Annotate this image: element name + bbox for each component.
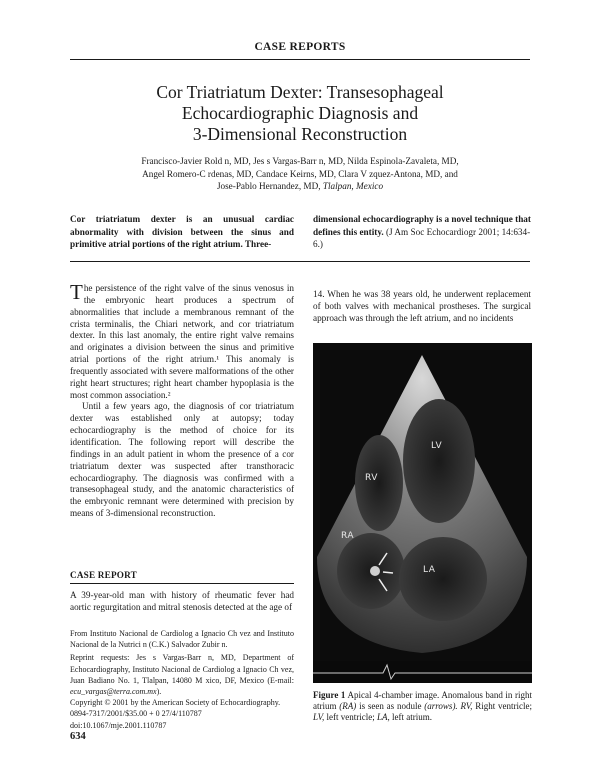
echocardiogram-figure <box>313 343 532 683</box>
ra-nodule <box>370 566 380 576</box>
label-ra: RA <box>341 531 355 541</box>
caption-text-3: Right ventricle; <box>472 701 532 711</box>
caption-text-5: left atrium. <box>389 712 433 722</box>
caption-text-4: left ventricle; <box>324 712 377 722</box>
drop-cap: T <box>70 280 83 304</box>
abstract-citation: (J Am Soc Echocardiogr 2001; 14:634-6.) <box>313 226 531 250</box>
la-cavity <box>399 537 487 621</box>
author-line-1: Francisco-Javier Rold n, MD, Jes s Vargas-Barr n, MD, Nilda Espinola-Zavaleta, MD, <box>141 156 459 166</box>
rv-cavity <box>355 435 403 531</box>
echocardiogram-image <box>313 343 532 683</box>
footnote-reprint <box>70 652 294 697</box>
intro-section <box>70 280 294 520</box>
intro-paragraph-1-text: he persistence of the right valve of the sinus venosus in the embryonic heart produces a spectrum of abnormalities that include a membranous remnant of the crista terminalis, the Chiari network, and cor triatriatum dexter. In this last anomaly, the entire right valve remains and originates a division between the sinus and primitive atrial portions of the right atrium.¹ This anomaly is frequently associated with severe malformations of the other right heart structures; right heart chamber hypoplasia is the most common association.² <box>70 283 294 400</box>
case-report-paragraph: A 39-year-old man with history of rheumatic fever had aortic regurgitation and mitral stenosis detected at the age of <box>70 590 294 612</box>
author-list <box>112 155 488 193</box>
footnotes <box>70 628 294 731</box>
caption-lv: LV, <box>313 712 325 722</box>
caption-text-1: Apical 4-chamber image. Anomalous band in right atrium <box>313 690 532 711</box>
footnote-reprint-end: ). <box>156 687 162 697</box>
intro-paragraph-1 <box>70 280 294 401</box>
figure-caption <box>313 690 532 723</box>
caption-arrows: (arrows). <box>424 701 458 711</box>
label-lv: LV <box>431 441 443 451</box>
author-line-3 <box>112 180 488 193</box>
title-line-1: Cor Triatriatum Dexter: Transesophageal <box>156 82 444 102</box>
caption-rv: RV, <box>457 701 473 711</box>
author-line-2: Angel Romero-C rdenas, MD, Candace Keirns, MD, Clara V zquez-Antona, MD, and <box>142 168 458 179</box>
label-la: LA <box>423 565 436 575</box>
label-rv: RV <box>365 473 378 483</box>
right-column-paragraph: 14. When he was 38 years old, he underwent replacement of both valves with mechanical prostheses. The surgical approach was through the left atrium, and no incidents <box>313 289 531 323</box>
caption-ra: (RA) <box>339 701 357 711</box>
case-report-heading: CASE REPORT <box>70 570 137 580</box>
title-line-3: 3-Dimensional Reconstruction <box>192 124 408 144</box>
abstract-right-text: dimensional echocardiography is a novel technique that defines this entity. <box>313 214 531 237</box>
footnote-email: ecu_vargas@terra.com.mx <box>70 687 157 697</box>
header-rule <box>70 59 530 60</box>
section-heading: CASE REPORTS <box>254 41 346 53</box>
abstract-right <box>313 213 531 251</box>
figure-caption-label: Figure 1 <box>313 690 346 700</box>
caption-la: LA, <box>377 712 390 722</box>
footnote-doi: doi:10.1067/mje.2001.110787 <box>70 720 167 730</box>
footnote-reprint-text: Reprint requests: Jes s Vargas-Barr n, MD, Department of Echocardiography, Instituto Nacional de Cardiolog a Ignacio Ch vez, Juan Badiano No. 1, Tlalpan, 14080 M xico, DF, Mexico (E-mail: <box>70 653 294 685</box>
title-line-2: Echocardiographic Diagnosis and <box>181 103 419 123</box>
footnote-issn: 0894-7317/2001/$35.00 + 0 27/4/110787 <box>70 709 202 719</box>
lv-cavity <box>403 399 475 523</box>
footnote-copyright: Copyright © 2001 by the American Society of Echocardiography. <box>70 698 281 708</box>
abstract-rule <box>70 261 530 262</box>
intro-paragraph-2: Until a few years ago, the diagnosis of cor triatriatum dexter was established only at autopsy; today echocardiography is the method of choice for its identification. The following report will describe the findings in an adult patient in whom the presence of a cor triatriatum dexter was suspected after transthoracic echocardiography. The diagnosis was confirmed with a transesophageal study, and the anatomic characteristics of the embryonic remnant were determined with precision by means of 3-dimensional reconstruction. <box>70 401 294 519</box>
abstract-left: Cor triatriatum dexter is an unusual cardiac abnormality with division between the sinus and primitive atrial portions of the right atrium. Three- <box>70 214 294 250</box>
case-report-rule <box>70 583 294 584</box>
author-line-3-names: Jose-Pablo Hernandez, MD, <box>216 181 323 192</box>
ecg-strip <box>313 661 532 683</box>
author-location: Tlalpan, Mexico <box>322 181 384 192</box>
caption-text-2: is seen as nodule <box>356 701 425 711</box>
footnote-from: From Instituto Nacional de Cardiolog a Ignacio Ch vez and Instituto Nacional de la Nutrici n (C.K.) Salvador Zubir n. <box>70 629 294 650</box>
arrow-2 <box>383 572 393 573</box>
article-title <box>90 82 510 145</box>
page-number: 634 <box>70 731 86 742</box>
